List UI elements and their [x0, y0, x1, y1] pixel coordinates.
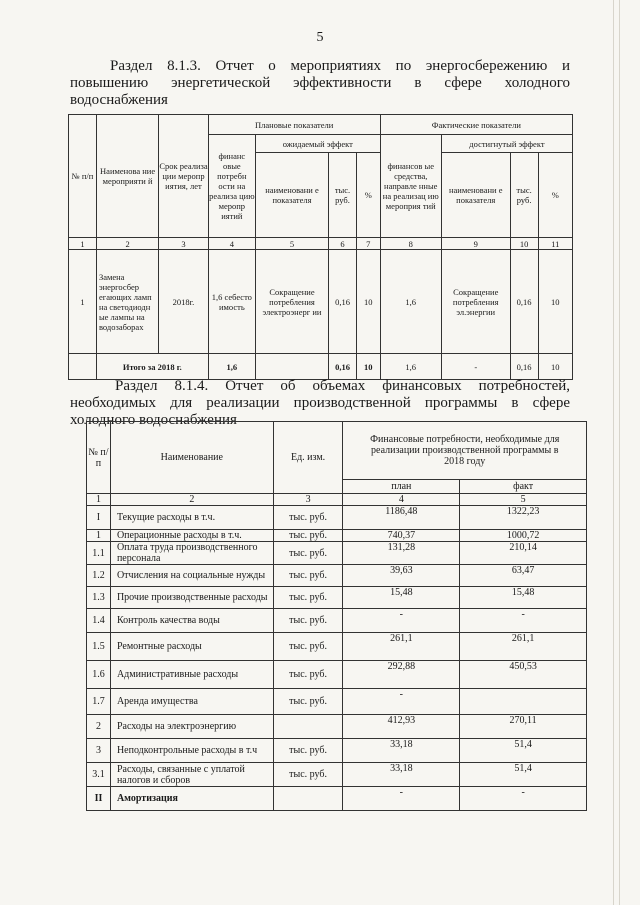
col-fact-header: факт — [460, 480, 587, 494]
cell-name: Ремонтные расходы — [110, 633, 273, 661]
cell-fact: 261,1 — [460, 633, 587, 661]
cell-num: 1.2 — [87, 565, 111, 587]
section-8-1-3-heading: Раздел 8.1.3. Отчет о мероприятиях по энергосбережению и повышению энергетической эффективности в сфере холодного водоснабжения — [70, 58, 570, 108]
cell-unit: тыс. руб. — [273, 542, 343, 565]
col-name-header: Наименование — [110, 422, 273, 494]
cell-unit: тыс. руб. — [273, 633, 343, 661]
cell-num: I — [87, 506, 111, 530]
cell-name: Текущие расходы в т.ч. — [110, 506, 273, 530]
table-row — [87, 763, 587, 787]
table-row — [87, 787, 587, 811]
col-fin-header: Финансовые потребности, необходимые для реализации производственной программы в 2018 году — [343, 422, 587, 480]
ach-rub-header: тыс. руб. — [510, 153, 538, 238]
exp-rub-header: тыс. руб. — [329, 153, 357, 238]
cell-unit: тыс. руб. — [273, 506, 343, 530]
table-row — [87, 506, 587, 530]
cell-unit — [273, 715, 343, 739]
cell-unit: тыс. руб. — [273, 661, 343, 689]
cell-name: Оплата труда производственного персонала — [110, 542, 273, 565]
section-8-1-4-heading: Раздел 8.1.4. Отчет об объемах финансовых потребностей, необходимых для реализации производственной программы в сфере холодного водоснабжения — [70, 378, 570, 428]
col-num-header: № п/п — [87, 422, 111, 494]
table-row: 1 Замена энергосбер егающих ламп на светодиодн ые лампы на водозаборах 2018г. 1,6 себесто имость Сокращение потребления электроэнерг ии 0,16 10 1,6 Сокращение потребления эл.энергии 0,16 10 — [69, 250, 573, 354]
col-unit-header: Ед. изм. — [273, 422, 343, 494]
cell-plan: 292,88 — [343, 661, 460, 689]
table-row — [87, 587, 587, 609]
total-row: Итого за 2018 г. 1,6 0,16 10 1,6 - 0,16 10 — [69, 354, 573, 380]
cell-unit: тыс. руб. — [273, 587, 343, 609]
column-numbers-row: 1 2 3 4 5 6 7 8 9 10 11 — [69, 238, 573, 250]
table-row — [87, 530, 587, 542]
fact-header: Фактические показатели — [380, 115, 572, 135]
ach-pct-header: % — [538, 153, 572, 238]
cell-num: 1.1 — [87, 542, 111, 565]
cell-plan: - — [343, 787, 460, 811]
cell-num: 3.1 — [87, 763, 111, 787]
cell-fact: 210,14 — [460, 542, 587, 565]
cell-name: Контроль качества воды — [110, 609, 273, 633]
cell-name: Амортизация — [110, 787, 273, 811]
cell-name: Неподконтрольные расходы в т.ч — [110, 739, 273, 763]
cell-fact: 270,11 — [460, 715, 587, 739]
cell-plan: 39,63 — [343, 565, 460, 587]
cell-fact: 63,47 — [460, 565, 587, 587]
cell-name: Аренда имущества — [110, 689, 273, 715]
cell-num: 1.6 — [87, 661, 111, 689]
table-row — [87, 565, 587, 587]
cell-unit: тыс. руб. — [273, 609, 343, 633]
cell-fact: 51,4 — [460, 739, 587, 763]
cell-name: Административные расходы — [110, 661, 273, 689]
cell-plan: - — [343, 609, 460, 633]
table-row — [87, 739, 587, 763]
cell-name: Расходы на электроэнергию — [110, 715, 273, 739]
cell-fact: - — [460, 787, 587, 811]
cell-plan: 740,37 — [343, 530, 460, 542]
table-row — [87, 609, 587, 633]
cell-plan: - — [343, 689, 460, 715]
cell-plan: 412,93 — [343, 715, 460, 739]
table-row — [87, 689, 587, 715]
cell-unit: тыс. руб. — [273, 565, 343, 587]
cell-plan: 261,1 — [343, 633, 460, 661]
energy-saving-table — [68, 114, 573, 380]
cell-plan: 131,28 — [343, 542, 460, 565]
expected-effect-header: ожидаемый эффект — [255, 135, 380, 153]
cell-num: 1 — [87, 530, 111, 542]
cell-num: 1.5 — [87, 633, 111, 661]
exp-pct-header: % — [356, 153, 380, 238]
cell-fact: - — [460, 609, 587, 633]
cell-fact — [460, 689, 587, 715]
cell-fact: 1000,72 — [460, 530, 587, 542]
fact-fin-header: финансов ые средства, направле нные на реализац ию мероприя тий — [380, 135, 441, 238]
table-row — [87, 715, 587, 739]
cell-num: 3 — [87, 739, 111, 763]
exp-indicator-header: наименовани е показателя — [255, 153, 328, 238]
cell-fact: 1322,23 — [460, 506, 587, 530]
cell-name: Прочие производственные расходы — [110, 587, 273, 609]
cell-name: Отчисления на социальные нужды — [110, 565, 273, 587]
column-numbers-row: 1 2 3 4 5 — [87, 494, 587, 506]
cell-plan: 33,18 — [343, 763, 460, 787]
cell-unit: тыс. руб. — [273, 763, 343, 787]
col-period-header: Срок реализа ции меропр иятия, лет — [159, 115, 208, 238]
col-plan-header: план — [343, 480, 460, 494]
cell-unit: тыс. руб. — [273, 739, 343, 763]
plan-header: Плановые показатели — [208, 115, 380, 135]
cell-plan: 15,48 — [343, 587, 460, 609]
table-row — [87, 633, 587, 661]
page-number: 5 — [316, 30, 324, 45]
cell-fact: 450,53 — [460, 661, 587, 689]
cell-num: 1.4 — [87, 609, 111, 633]
cell-unit: тыс. руб. — [273, 689, 343, 715]
cell-unit: тыс. руб. — [273, 530, 343, 542]
plan-fin-header: финанс овые потребн ости на реализа цию меропр иятий — [208, 135, 255, 238]
achieved-effect-header: достигнутый эффект — [441, 135, 572, 153]
col-num-header: № п/п — [69, 115, 97, 238]
table-row — [87, 542, 587, 565]
cell-num: 2 — [87, 715, 111, 739]
ach-indicator-header: наименовани е показателя — [441, 153, 510, 238]
cell-name: Расходы, связанные с уплатой налогов и сборов — [110, 763, 273, 787]
cell-unit — [273, 787, 343, 811]
cell-plan: 1186,48 — [343, 506, 460, 530]
cell-num: 1.3 — [87, 587, 111, 609]
cell-num: 1.7 — [87, 689, 111, 715]
table-row — [87, 661, 587, 689]
cell-num: II — [87, 787, 111, 811]
col-name-header: Наименова ние мероприяти й — [96, 115, 158, 238]
cell-plan: 33,18 — [343, 739, 460, 763]
financial-needs-table — [86, 421, 587, 811]
cell-fact: 15,48 — [460, 587, 587, 609]
cell-name: Операционные расходы в т.ч. — [110, 530, 273, 542]
cell-fact: 51,4 — [460, 763, 587, 787]
